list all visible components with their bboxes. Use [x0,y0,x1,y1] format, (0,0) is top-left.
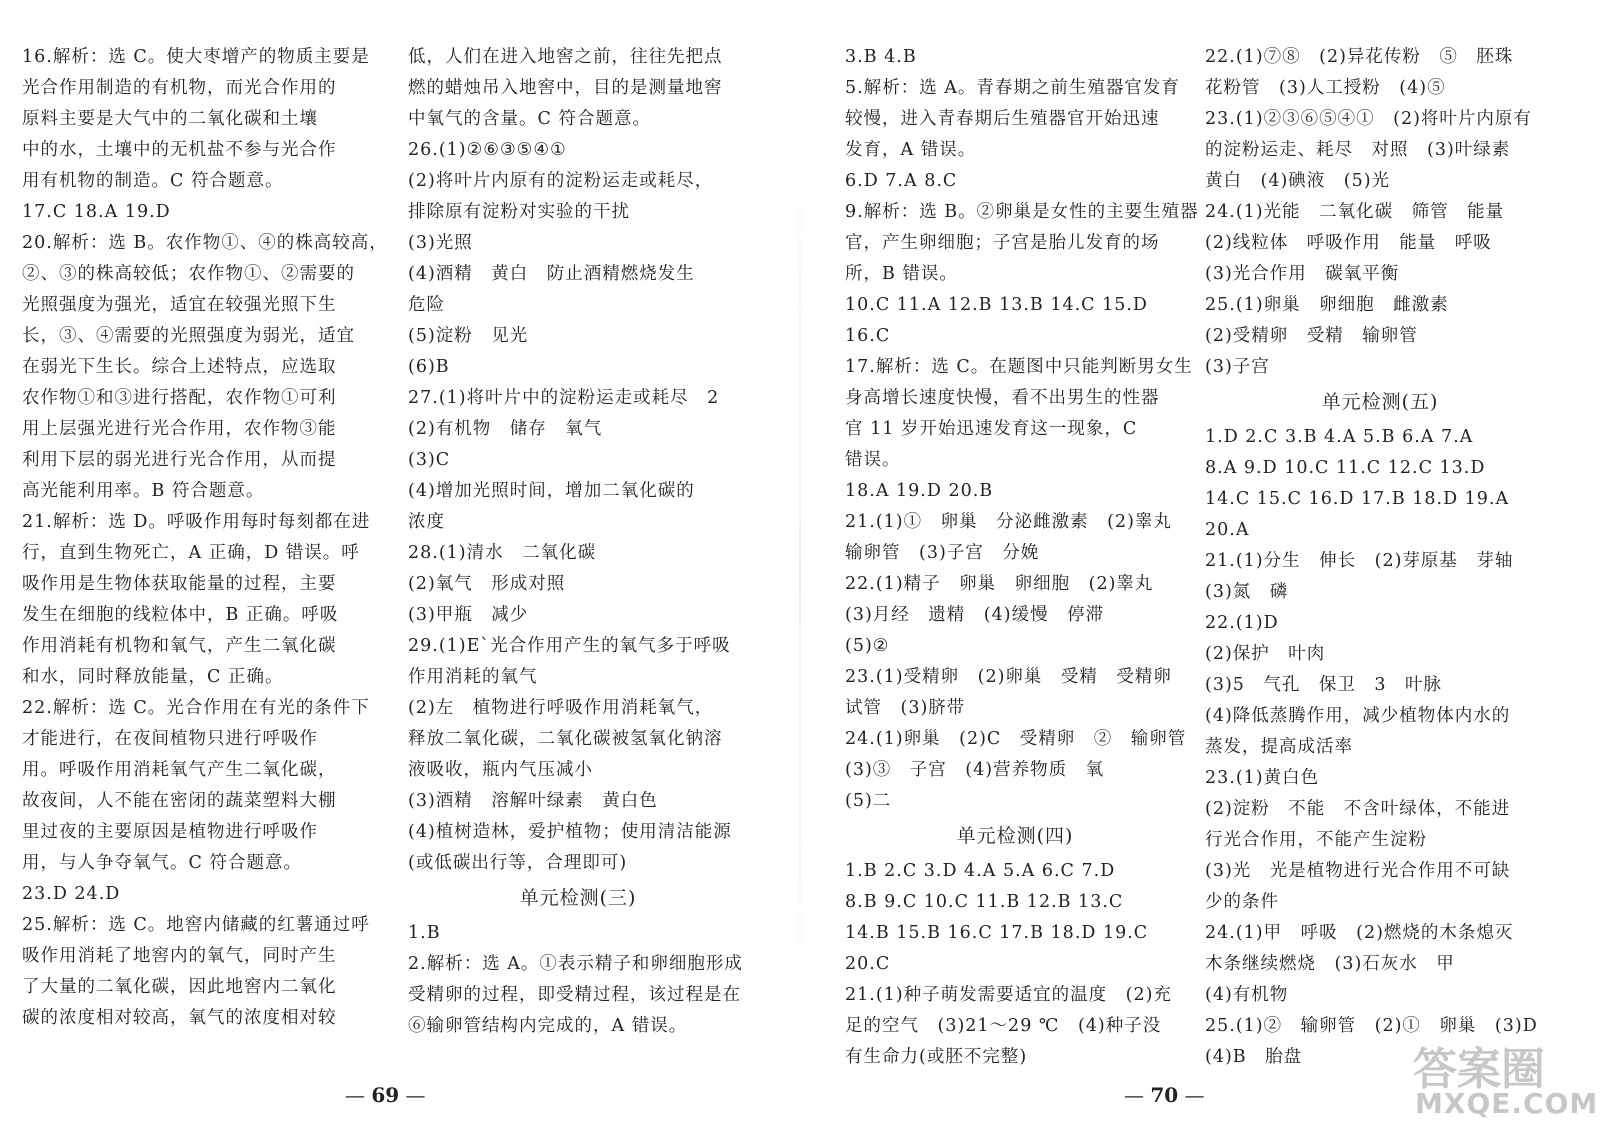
answer-line: (2)左 植物进行呼吸作用消耗氧气， [408,698,714,718]
answer-line: 1.B 2.C 3.D 4.A 5.A 6.C 7.D [845,861,1116,881]
answer-line: 低，人们在进入地窖之前，往往先把点 [408,47,723,67]
page-number-70: — 70 — [1124,1083,1205,1107]
answer-line: (5)② [845,636,890,656]
page-number-text: 69 [371,1083,400,1107]
answer-line: 用上层强光进行光合作用，农作物③能 [22,419,337,439]
section-heading: 单元检测(四) [956,825,1074,847]
answer-line: 2.解析：选 A。①表示精子和卵细胞形成 [408,954,743,974]
answer-line: 9.解析：选 B。②卵巢是女性的主要生殖器 [845,202,1199,222]
answer-line: 21.(1)① 卵巢 分泌雌激素 (2)睾丸 [845,512,1172,532]
answer-line: 1.B [408,923,441,943]
answer-line: 22.(1)D [1205,613,1279,633]
answer-line: 故夜间，人不能在密闭的蔬菜塑料大棚 [22,791,337,811]
section-heading: 单元检测(三) [519,887,637,909]
answer-line: 身高增长速度快慢，看不出男生的性器 [845,388,1160,408]
answer-line: 8.A 9.D 10.C 11.C 12.C 13.D [1205,458,1486,478]
answer-line: 28.(1)清水 二氧化碳 [408,543,597,563]
answer-line: 1.D 2.C 3.B 4.A 5.B 6.A 7.A [1205,427,1474,447]
page-70-column-left [845,42,1199,1073]
answer-line: (3)5 气孔 保卫 3 叶脉 [1205,675,1443,695]
answer-line: (2)受精卵 受精 输卵管 [1205,326,1418,346]
answer-line: 液吸收，瓶内气压减小 [408,760,593,780]
answer-line: 官 11 岁开始迅速发育这一现象，C [845,419,1138,439]
answer-line: (2)氧气 形成对照 [408,574,566,594]
answer-line: 25.(1)卵巢 卵细胞 雌激素 [1205,295,1449,315]
answer-line: 24.(1)卵巢 (2)C 受精卵 ② 输卵管 [845,729,1187,749]
answer-line: (4)酒精 黄白 防止酒精燃烧发生 [408,264,695,284]
answer-line: (3)甲瓶 减少 [408,605,529,625]
answer-line: (4)有机物 [1205,985,1289,1005]
answer-line: 吸作用消耗了地窖内的氧气，同时产生 [22,946,337,966]
answer-line: 在弱光下生长。综合上述特点，应选取 [22,357,337,377]
answer-line: 利用下层的弱光进行光合作用，从而提 [22,450,337,470]
answer-line: 燃的蜡烛吊入地窖中，目的是测量地窖 [408,78,723,98]
answer-line: (4)增加光照时间，增加二氧化碳的 [408,481,695,501]
answer-line: 用有机物的制造。C 符合题意。 [22,171,284,191]
answer-line: 25.解析：选 C。地窖内储藏的红薯通过呼 [22,915,370,935]
answer-line: 20.A [1205,520,1250,540]
answer-line: 浓度 [408,512,445,532]
answer-line: 23.(1)②③⑥⑤④① (2)将叶片内原有 [1205,109,1532,129]
answer-line: 高光能利用率。B 符合题意。 [22,481,265,501]
watermark-line2: MXQE.COM [1415,1087,1599,1120]
answer-line: 输卵管 (3)子宫 分娩 [845,543,1040,563]
answer-line: 释放二氧化碳，二氧化碳被氢氧化钠溶 [408,729,723,749]
page-number-69: — 69 — [345,1083,426,1107]
answer-line: 17.C 18.A 19.D [22,202,171,222]
answer-line: (2)线粒体 呼吸作用 能量 呼吸 [1205,233,1492,253]
answer-line: 22.(1)精子 卵巢 卵细胞 (2)睾丸 [845,574,1154,594]
answer-line: (3)光 光是植物进行光合作用不可缺 [1205,861,1511,881]
answer-line: 才能进行，在夜间植物只进行呼吸作 [22,729,318,749]
answer-line: 22.(1)⑦⑧ (2)异花传粉 ⑤ 胚珠 [1205,47,1514,67]
answer-line: 17.解析：选 C。在题图中只能判断男女生 [845,357,1193,377]
answer-line: 错误。 [845,450,901,470]
answer-line: 所，B 错误。 [845,264,958,284]
answer-line: 试管 (3)脐带 [845,698,966,718]
answer-line: 21.解析：选 D。呼吸作用每时每刻都在进 [22,512,371,532]
page-69-column-left [22,42,388,1034]
answer-line: 8.B 9.C 10.C 11.B 12.B 13.C [845,892,1124,912]
answer-line: 黄白 (4)碘液 (5)光 [1205,171,1391,191]
answer-line: 中的水，土壤中的无机盐不参与光合作 [22,140,337,160]
answer-line: (2)淀粉 不能 不含叶绿体，不能进 [1205,799,1511,819]
answer-line: (3)光照 [408,233,473,253]
answer-line: 27.(1)将叶片中的淀粉运走或耗尽 2 [408,388,720,408]
answer-line: 23.(1)受精卵 (2)卵巢 受精 受精卵 [845,667,1172,687]
answer-line: (3)月经 遗精 (4)缓慢 停滞 [845,605,1105,625]
answer-line: (3)氮 磷 [1205,582,1289,602]
answer-line: (5)二 [845,791,892,811]
answer-line: 有生命力(或胚不完整) [845,1047,1028,1067]
page-70-column-right [1205,42,1555,1073]
answer-line: (3)酒精 溶解叶绿素 黄白色 [408,791,658,811]
answer-line: 原料主要是大气中的二氧化碳和土壤 [22,109,318,129]
page-number-text: 70 [1150,1083,1179,1107]
answer-line: (4)B 胎盘 [1205,1047,1303,1067]
answer-line: 了大量的二氧化碳，因此地窖内二氧化 [22,977,337,997]
answer-line: 光照强度为强光，适宜在较强光照下生 [22,295,337,315]
answer-line: 少的条件 [1205,892,1279,912]
answer-line: 18.A 19.D 20.B [845,481,994,501]
page-gutter [799,40,801,1110]
answer-line: 21.(1)种子萌发需要适宜的温度 (2)充 [845,985,1172,1005]
answer-line: (3)子宫 [1205,357,1270,377]
answer-line: (或低碳出行等，合理即可) [408,853,628,873]
answer-line: 25.(1)② 输卵管 (2)① 卵巢 (3)D [1205,1016,1538,1036]
answer-line: (6)B [408,357,450,377]
page-69-column-right [408,42,748,1042]
answer-line: 24.(1)甲 呼吸 (2)燃烧的木条熄灭 [1205,923,1514,943]
section-heading: 单元检测(五) [1321,391,1439,413]
answer-line: 发生在细胞的线粒体中，B 正确。呼吸 [22,605,339,625]
answer-line: 5.解析：选 A。青春期之前生殖器官发育 [845,78,1180,98]
answer-line: ⑥输卵管结构内完成的，A 错误。 [408,1016,688,1036]
answer-line: 16.C [845,326,891,346]
answer-line: 22.解析：选 C。光合作用在有光的条件下 [22,698,370,718]
answer-line: 木条继续燃烧 (3)石灰水 甲 [1205,954,1455,974]
answer-line: (2)保护 叶肉 [1205,644,1326,664]
answer-line: (2)有机物 储存 氧气 [408,419,603,439]
answer-line: 花粉管 (3)人工授粉 (4)⑤ [1205,78,1446,98]
answer-line: 20.解析：选 B。农作物①、④的株高较高， [22,233,388,253]
watermark-line1: 答案圈 [1413,1044,1545,1095]
answer-line: 23.(1)黄白色 [1205,768,1320,788]
answer-line: 作用消耗有机物和氧气，产生二氧化碳 [22,636,337,656]
answer-line: 24.(1)光能 二氧化碳 筛管 能量 [1205,202,1505,222]
answer-line: 29.(1)E`光合作用产生的氧气多于呼吸 [408,636,731,656]
answer-line: (4)植树造林，爱护植物；使用清洁能源 [408,822,732,842]
answer-line: 行光合作用，不能产生淀粉 [1205,830,1427,850]
answer-line: 发育，A 错误。 [845,140,977,160]
answer-line: 农作物①和③进行搭配，农作物①可利 [22,388,337,408]
answer-line: (3)③ 子宫 (4)营养物质 氧 [845,760,1105,780]
answer-line: 长，③、④需要的光照强度为弱光，适宜 [22,326,355,346]
watermark-logo [1413,1033,1599,1125]
answer-line: 3.B 4.B [845,47,917,67]
answer-line: 的淀粉运走、耗尽 对照 (3)叶绿素 [1205,140,1511,160]
answer-line: 23.D 24.D [22,884,121,904]
answer-line: 危险 [408,295,445,315]
answer-line: (5)淀粉 见光 [408,326,529,346]
answer-line: 10.C 11.A 12.B 13.B 14.C 15.D [845,295,1148,315]
answer-line: ②、③的株高较低；农作物①、②需要的 [22,264,355,284]
answer-line: 26.(1)②⑥③⑤④① [408,140,567,160]
answer-line: 受精卵的过程，即受精过程，该过程是在 [408,985,741,1005]
answer-line: (2)将叶片内原有的淀粉运走或耗尽， [408,171,714,191]
answer-line: 足的空气 (3)21～29 ℃ (4)种子没 [845,1016,1162,1036]
answer-line: (4)降低蒸腾作用，减少植物体内水的 [1205,706,1511,726]
answer-line: 6.D 7.A 8.C [845,171,958,191]
answer-line: 和水，同时释放能量，C 正确。 [22,667,284,687]
answer-line: 吸作用是生物体获取能量的过程，主要 [22,574,337,594]
answer-line: 作用消耗的氧气 [408,667,538,687]
answer-line: (3)光合作用 碳氧平衡 [1205,264,1400,284]
answer-line: 中氧气的含量。C 符合题意。 [408,109,651,129]
answer-line: 用，与人争夺氧气。C 符合题意。 [22,853,302,873]
answer-line: 官，产生卵细胞；子宫是胎儿发育的场 [845,233,1160,253]
answer-line: 14.B 15.B 16.C 17.B 18.D 19.C [845,923,1149,943]
answer-line: 蒸发，提高成活率 [1205,737,1353,757]
answer-line: 16.解析：选 C。使大枣增产的物质主要是 [22,47,370,67]
answer-line: 较慢，进入青春期后生殖器官开始迅速 [845,109,1160,129]
answer-line: 里过夜的主要原因是植物进行呼吸作 [22,822,318,842]
answer-line: 碳的浓度相对较高，氧气的浓度相对较 [22,1008,337,1028]
answer-line: (3)C [408,450,451,470]
answer-line: 14.C 15.C 16.D 17.B 18.D 19.A [1205,489,1510,509]
answer-line: 21.(1)分生 伸长 (2)芽原基 芽轴 [1205,551,1514,571]
answer-line: 行，直到生物死亡，A 正确，D 错误。呼 [22,543,360,563]
answer-line: 光合作用制造的有机物，而光合作用的 [22,78,337,98]
answer-line: 用。呼吸作用消耗氧气产生二氧化碳， [22,760,337,780]
answer-line: 排除原有淀粉对实验的干扰 [408,202,630,222]
answer-line: 20.C [845,954,891,974]
